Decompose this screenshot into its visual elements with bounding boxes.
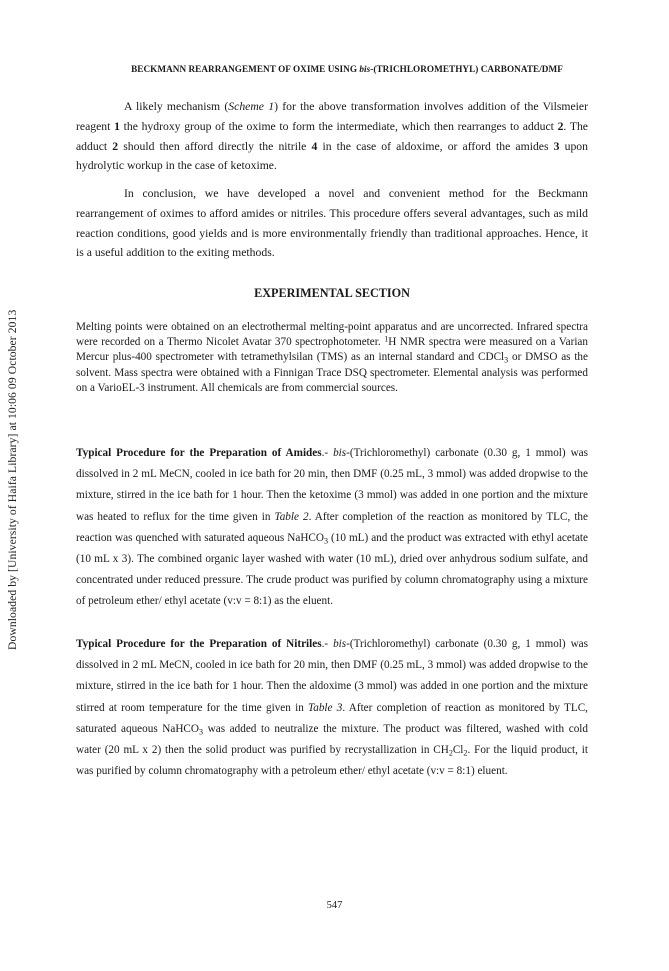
- header-italic-segment: bis: [359, 64, 371, 74]
- download-watermark: Downloaded by [University of Haifa Library] at 10:06 09 October 2013: [6, 309, 19, 650]
- text: in the case of aldoxime, or afford the amides: [317, 139, 554, 153]
- text: (10 mL) and the product was extracted with ethyl acetate (10 mL x 3). The combined organic layer washed with water (10 mL), dried over anhydrous sodium sulfate, and concentrated under reduced pressure. The crude product was purified by column chromatography using a mixture of petroleum ether/ ethyl acetate (v:v = 8:1) as the eluent.: [76, 531, 588, 608]
- paragraph-nitriles-procedure: [76, 634, 588, 782]
- page-number: 547: [326, 900, 343, 911]
- text: . The adduct: [76, 119, 588, 153]
- text: Melting points were obtained on an electrothermal melting-point apparatus and are uncorrected. Infrared spectra were recorded on a Thermo Nicolet Avatar 370 spectrophotometer.: [76, 321, 588, 349]
- paragraph-experimental: [76, 320, 588, 396]
- running-header: [60, 64, 634, 74]
- superscript: 1: [384, 334, 389, 344]
- compound-number: 3: [553, 139, 560, 153]
- subscript: 3: [198, 727, 204, 737]
- paragraph-mechanism: [76, 97, 588, 176]
- text: A likely mechanism (: [124, 100, 229, 113]
- text: should then afford directly the nitrile: [118, 139, 312, 153]
- text: . After completion of reaction as monitored by TLC, saturated aqueous NaHCO: [76, 701, 588, 735]
- text: -(Trichloromethyl) carbonate (0.30 g, 1 mmol) was dissolved in 2 mL MeCN, cooled in ice bath for 20 min, then DMF (0.25 mL, 3 mmol) was added dropwise to the mixture, stirred in the ice bath for 1 hour. Then the aldoxime (3 mmol) was added in one portion and the mixture stirred at room temperature for the time given in: [76, 638, 588, 714]
- text: upon hydrolytic workup in the case of ketoxime.: [76, 139, 588, 173]
- italic-text: bis: [333, 638, 347, 650]
- text: or DMSO as the solvent. Mass spectra were obtained with a Finnigan Trace DSQ spectrometer. Elemental analysis was performed on a VarioEL-3 instrument. All chemicals are from commercial sources.: [76, 351, 588, 394]
- compound-number: 4: [311, 139, 318, 153]
- text: H NMR spectra were measured on a Varian Mercur plus-400 spectrometer with tetramethylsilan (TMS) as an internal standard and CDCl: [76, 336, 588, 364]
- compound-number: 2: [557, 119, 564, 133]
- table-ref: Table 2: [274, 510, 309, 523]
- running-header-text: [131, 64, 563, 74]
- procedure-heading: Typical Procedure for the Preparation of Amides: [76, 447, 322, 459]
- italic-text: bis: [333, 447, 347, 459]
- scheme-ref: Scheme 1: [228, 100, 275, 113]
- text: . For the liquid product, it was purified by column chromatography with a petroleum ether/ ethyl acetate (v:v = 8:1) eluent.: [76, 744, 588, 778]
- procedure-heading: Typical Procedure for the Preparation of Nitriles: [76, 638, 322, 650]
- text: the hydroxy group of the oxime to form the intermediate, which then rearranges to adduct: [119, 119, 558, 133]
- text: .-: [321, 447, 334, 459]
- subscript: 2: [463, 748, 468, 758]
- table-ref: Table 3: [308, 701, 343, 714]
- section-title: EXPERIMENTAL SECTION: [254, 286, 410, 300]
- header-segment: BECKMANN REARRANGEMENT OF OXIME USING: [131, 64, 360, 74]
- text: ) for the above transformation involves addition of the Vilsmeier reagent: [76, 100, 588, 133]
- paragraph-amides-procedure: [76, 443, 588, 613]
- subscript: 3: [323, 536, 328, 546]
- text: was added to neutralize the mixture. The product was filtered, washed with cold water (20 mL x 2) then the solid product was purified by recrystallization in CH: [76, 722, 588, 757]
- subscript: 3: [504, 355, 509, 365]
- text: .-: [321, 638, 334, 650]
- text: Cl: [452, 744, 464, 757]
- header-segment: -(TRICHLOROMETHYL) CARBONATE/DMF: [370, 64, 563, 74]
- text: -(Trichloromethyl) carbonate (0.30 g, 1 mmol) was dissolved in 2 mL MeCN, cooled in ice bath for 20 min, then DMF (0.25 mL, 3 mmol) was added dropwise to the mixture, stirred in the ice bath for 1 hour. Then the ketoxime (3 mmol) was added in one portion and the mixture was heated to reflux for the time given in: [76, 447, 588, 523]
- subscript: 2: [448, 748, 453, 758]
- paragraph-conclusion: In conclusion, we have developed a novel and convenient method for the Beckmann rearrangement of oximes to afford amides or nitriles. This procedure offers several advantages, such as mild reaction conditions, good yields and is more environmentally friendly than traditional approaches. Hence, it is a useful addition to the exiting methods.: [76, 187, 588, 260]
- compound-number: 2: [112, 139, 119, 153]
- compound-number: 1: [114, 119, 120, 133]
- text: . After completion of the reaction as monitored by TLC, the reaction was quenched with saturated aqueous NaHCO: [76, 510, 588, 544]
